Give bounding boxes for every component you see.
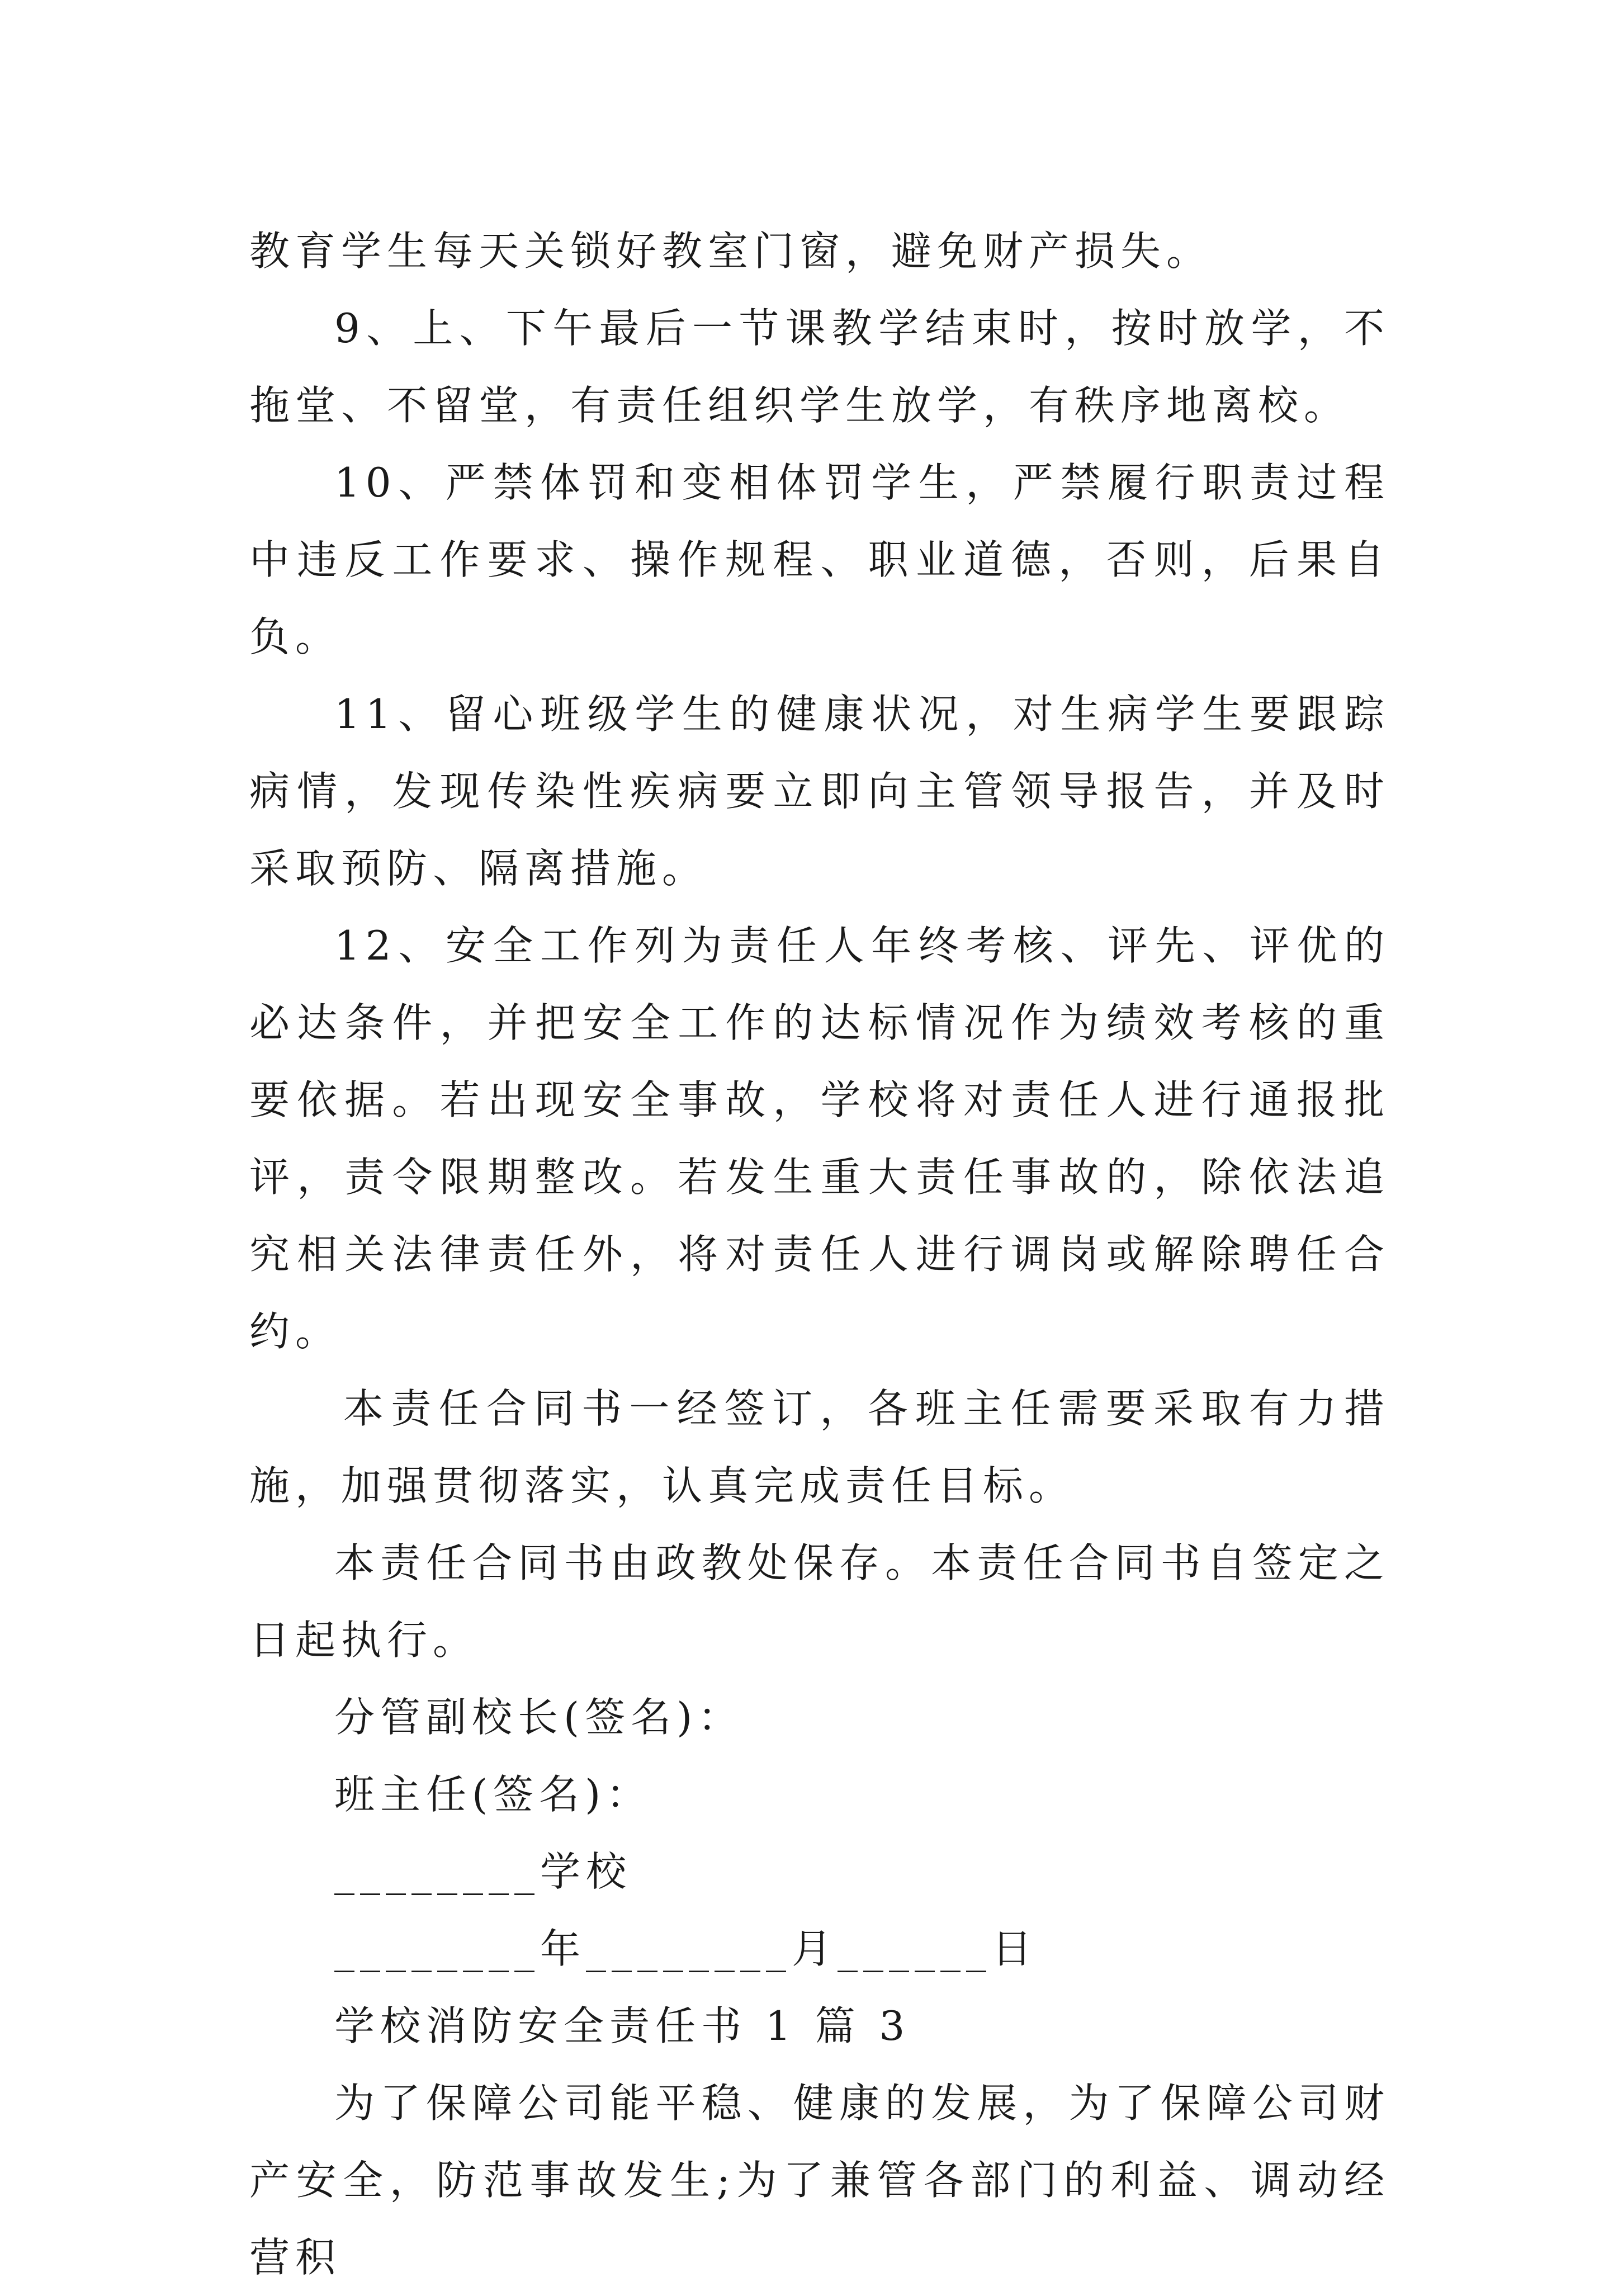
document-body bbox=[249, 212, 1390, 2296]
school-name-line: ________学校 bbox=[334, 1848, 632, 1895]
paragraph-signing-note: 本责任合同书一经签订，各班主任需要采取有力措施，加强贯彻落实，认真完成责任目标。 bbox=[249, 1385, 1390, 1509]
signature-head-teacher: 班主任(签名)： bbox=[334, 1771, 652, 1818]
paragraph-item-12: 12、安全工作列为责任人年终考核、评先、评优的必达条件，并把安全工作的达标情况作为绩效考核的重要依据。若出现安全事故，学校将对责任人进行通报批评，责令限期整改。若发生重大责任事故的，除依法追究相关法律责任外，将对责任人进行调岗或解除聘任合约。 bbox=[249, 922, 1390, 1355]
date-line: ________年________月______日 bbox=[334, 1925, 1038, 1972]
paragraph-item-9: 9、上、下午最后一节课教学结束时，按时放学，不拖堂、不留堂，有责任组织学生放学，有秩序地离校。 bbox=[249, 305, 1390, 429]
paragraph-intro: 为了保障公司能平稳、健康的发展，为了保障公司财产安全，防范事故发生;为了兼管各部门的利益、调动经营积 bbox=[249, 2080, 1390, 2281]
paragraph-continuation: 教育学生每天关锁好教室门窗，避免财产损失。 bbox=[249, 228, 1213, 275]
paragraph-item-11: 11、留心班级学生的健康状况，对生病学生要跟踪病情，发现传染性疾病要立即向主管领导报告，并及时采取预防、隔离措施。 bbox=[249, 691, 1390, 892]
signature-vice-principal: 分管副校长(签名)： bbox=[334, 1694, 744, 1741]
section-title: 学校消防安全责任书 1 篇 3 bbox=[334, 2002, 911, 2049]
paragraph-item-10: 10、严禁体罚和变相体罚学生，严禁履行职责过程中违反工作要求、操作规程、职业道德，否则，后果自负。 bbox=[249, 459, 1390, 660]
paragraph-storage-note: 本责任合同书由政教处保存。本责任合同书自签定之日起执行。 bbox=[249, 1539, 1390, 1664]
